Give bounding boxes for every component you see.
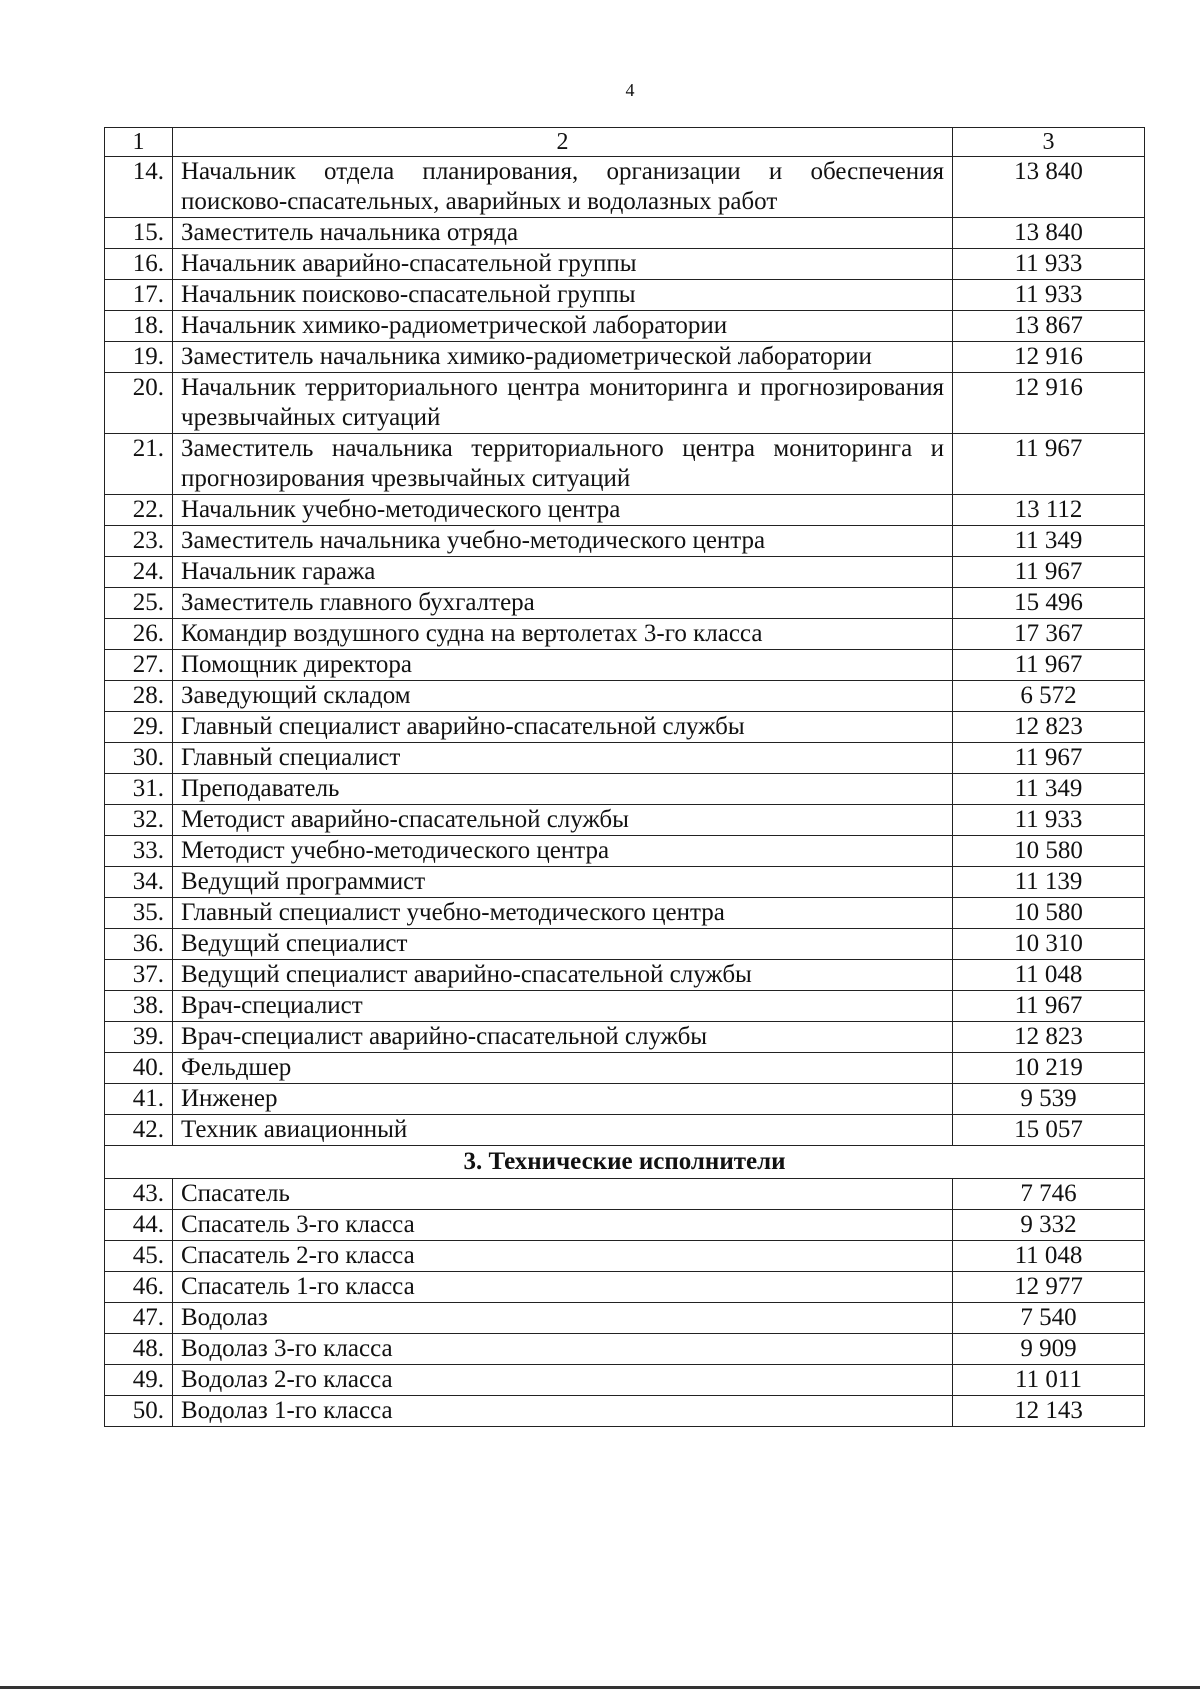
table-row [105, 1365, 1145, 1396]
table-row [105, 495, 1145, 526]
table-row [105, 1022, 1145, 1053]
table-row [105, 1241, 1145, 1272]
salary-value: 13 112 [953, 495, 1145, 526]
table-row [105, 619, 1145, 650]
position-name: Заместитель начальника химико-радиометрической лаборатории [173, 342, 953, 373]
row-number: 16. [105, 249, 173, 280]
row-number: 30. [105, 743, 173, 774]
position-name: Главный специалист аварийно-спасательной службы [173, 712, 953, 743]
table-row [105, 1303, 1145, 1334]
salary-value: 11 048 [953, 960, 1145, 991]
table-row [105, 774, 1145, 805]
table-row [105, 867, 1145, 898]
header-col-position: 2 [173, 128, 953, 157]
position-name: Водолаз 3-го класса [173, 1334, 953, 1365]
table-row [105, 434, 1145, 495]
salary-value: 7 540 [953, 1303, 1145, 1334]
table-row [105, 311, 1145, 342]
row-number: 46. [105, 1272, 173, 1303]
table-row [105, 249, 1145, 280]
position-name: Методист аварийно-спасательной службы [173, 805, 953, 836]
position-name: Спасатель [173, 1179, 953, 1210]
position-name: Преподаватель [173, 774, 953, 805]
table-row [105, 1272, 1145, 1303]
table-row [105, 712, 1145, 743]
table-row [105, 805, 1145, 836]
table-row [105, 280, 1145, 311]
table-row [105, 1210, 1145, 1241]
table-row [105, 342, 1145, 373]
row-number: 41. [105, 1084, 173, 1115]
salary-value: 12 823 [953, 712, 1145, 743]
table-row [105, 836, 1145, 867]
position-name: Врач-специалист аварийно-спасательной службы [173, 1022, 953, 1053]
row-number: 39. [105, 1022, 173, 1053]
salary-value: 11 349 [953, 774, 1145, 805]
position-name: Инженер [173, 1084, 953, 1115]
salary-value: 12 916 [953, 373, 1145, 434]
salary-value: 15 496 [953, 588, 1145, 619]
row-number: 40. [105, 1053, 173, 1084]
salary-value: 11 967 [953, 650, 1145, 681]
position-name: Главный специалист [173, 743, 953, 774]
header-col-number: 1 [105, 128, 173, 157]
row-number: 18. [105, 311, 173, 342]
row-number: 31. [105, 774, 173, 805]
row-number: 49. [105, 1365, 173, 1396]
position-name: Врач-специалист [173, 991, 953, 1022]
table-row [105, 557, 1145, 588]
salary-value: 10 310 [953, 929, 1145, 960]
position-name: Заместитель начальника учебно-методического центра [173, 526, 953, 557]
header-col-salary: 3 [953, 128, 1145, 157]
salary-value: 17 367 [953, 619, 1145, 650]
position-name: Ведущий специалист аварийно-спасательной службы [173, 960, 953, 991]
scan-edge-line [0, 1686, 1200, 1689]
position-name: Техник авиационный [173, 1115, 953, 1146]
row-number: 15. [105, 218, 173, 249]
table-row [105, 1084, 1145, 1115]
row-number: 19. [105, 342, 173, 373]
salary-value: 10 580 [953, 836, 1145, 867]
position-name: Спасатель 1-го класса [173, 1272, 953, 1303]
row-number: 36. [105, 929, 173, 960]
salary-value: 9 909 [953, 1334, 1145, 1365]
table-row [105, 743, 1145, 774]
position-name: Начальник поисково-спасательной группы [173, 280, 953, 311]
row-number: 24. [105, 557, 173, 588]
position-name: Ведущий программист [173, 867, 953, 898]
salary-value: 11 048 [953, 1241, 1145, 1272]
salary-value: 11 967 [953, 743, 1145, 774]
table-row [105, 588, 1145, 619]
position-name: Заместитель начальника территориального центра мониторинга и прогнозирования чрезвычайных ситуаций [173, 434, 953, 495]
salary-value: 11 349 [953, 526, 1145, 557]
table-row [105, 373, 1145, 434]
position-name: Водолаз [173, 1303, 953, 1334]
row-number: 48. [105, 1334, 173, 1365]
section-title: 3. Технические исполнители [105, 1146, 1145, 1179]
salary-value: 12 977 [953, 1272, 1145, 1303]
position-name: Командир воздушного судна на вертолетах 3-го класса [173, 619, 953, 650]
position-name: Начальник химико-радиометрической лаборатории [173, 311, 953, 342]
table-row [105, 1115, 1145, 1146]
salary-value: 11 933 [953, 249, 1145, 280]
row-number: 37. [105, 960, 173, 991]
section-row [105, 1146, 1145, 1179]
salary-value: 11 933 [953, 280, 1145, 311]
page-number: 4 [625, 80, 635, 100]
position-name: Заместитель начальника отряда [173, 218, 953, 249]
position-name: Ведущий специалист [173, 929, 953, 960]
position-name: Начальник учебно-методического центра [173, 495, 953, 526]
salary-value: 10 219 [953, 1053, 1145, 1084]
row-number: 17. [105, 280, 173, 311]
position-name: Начальник территориального центра мониторинга и прогнозирования чрезвычайных ситуаций [173, 373, 953, 434]
table-row [105, 218, 1145, 249]
row-number: 20. [105, 373, 173, 434]
table-row [105, 1334, 1145, 1365]
position-name: Помощник директора [173, 650, 953, 681]
position-name: Главный специалист учебно-методического центра [173, 898, 953, 929]
salary-value: 13 840 [953, 218, 1145, 249]
row-number: 27. [105, 650, 173, 681]
position-name: Заместитель главного бухгалтера [173, 588, 953, 619]
table-row [105, 157, 1145, 218]
row-number: 33. [105, 836, 173, 867]
salary-value: 13 840 [953, 157, 1145, 218]
position-name: Методист учебно-методического центра [173, 836, 953, 867]
position-name: Начальник гаража [173, 557, 953, 588]
salary-value: 11 011 [953, 1365, 1145, 1396]
row-number: 50. [105, 1396, 173, 1427]
row-number: 44. [105, 1210, 173, 1241]
position-name: Спасатель 2-го класса [173, 1241, 953, 1272]
salary-value: 12 143 [953, 1396, 1145, 1427]
table-row [105, 991, 1145, 1022]
row-number: 22. [105, 495, 173, 526]
row-number: 32. [105, 805, 173, 836]
table-row [105, 681, 1145, 712]
salary-table-body [105, 128, 1145, 1427]
position-name: Заведующий складом [173, 681, 953, 712]
position-name: Начальник отдела планирования, организации и обеспечения поисково-спасательных, аварийных и водолазных работ [173, 157, 953, 218]
table-row [105, 1396, 1145, 1427]
table-row [105, 929, 1145, 960]
position-name: Водолаз 2-го класса [173, 1365, 953, 1396]
table-row [105, 960, 1145, 991]
position-name: Начальник аварийно-спасательной группы [173, 249, 953, 280]
row-number: 23. [105, 526, 173, 557]
salary-table [104, 127, 1145, 1427]
row-number: 14. [105, 157, 173, 218]
salary-value: 9 332 [953, 1210, 1145, 1241]
row-number: 21. [105, 434, 173, 495]
table-row [105, 1179, 1145, 1210]
table-row [105, 526, 1145, 557]
row-number: 42. [105, 1115, 173, 1146]
salary-value: 13 867 [953, 311, 1145, 342]
table-row [105, 898, 1145, 929]
salary-value: 11 967 [953, 991, 1145, 1022]
row-number: 29. [105, 712, 173, 743]
salary-value: 11 967 [953, 434, 1145, 495]
row-number: 45. [105, 1241, 173, 1272]
position-name: Спасатель 3-го класса [173, 1210, 953, 1241]
table-row [105, 1053, 1145, 1084]
position-name: Водолаз 1-го класса [173, 1396, 953, 1427]
row-number: 28. [105, 681, 173, 712]
row-number: 38. [105, 991, 173, 1022]
salary-value: 6 572 [953, 681, 1145, 712]
position-name: Фельдшер [173, 1053, 953, 1084]
table-row [105, 650, 1145, 681]
row-number: 43. [105, 1179, 173, 1210]
row-number: 26. [105, 619, 173, 650]
row-number: 34. [105, 867, 173, 898]
salary-value: 12 916 [953, 342, 1145, 373]
row-number: 47. [105, 1303, 173, 1334]
salary-value: 15 057 [953, 1115, 1145, 1146]
salary-value: 11 967 [953, 557, 1145, 588]
salary-value: 9 539 [953, 1084, 1145, 1115]
row-number: 35. [105, 898, 173, 929]
salary-value: 11 933 [953, 805, 1145, 836]
table-header-row [105, 128, 1145, 157]
salary-value: 7 746 [953, 1179, 1145, 1210]
salary-value: 12 823 [953, 1022, 1145, 1053]
row-number: 25. [105, 588, 173, 619]
salary-value: 10 580 [953, 898, 1145, 929]
salary-value: 11 139 [953, 867, 1145, 898]
